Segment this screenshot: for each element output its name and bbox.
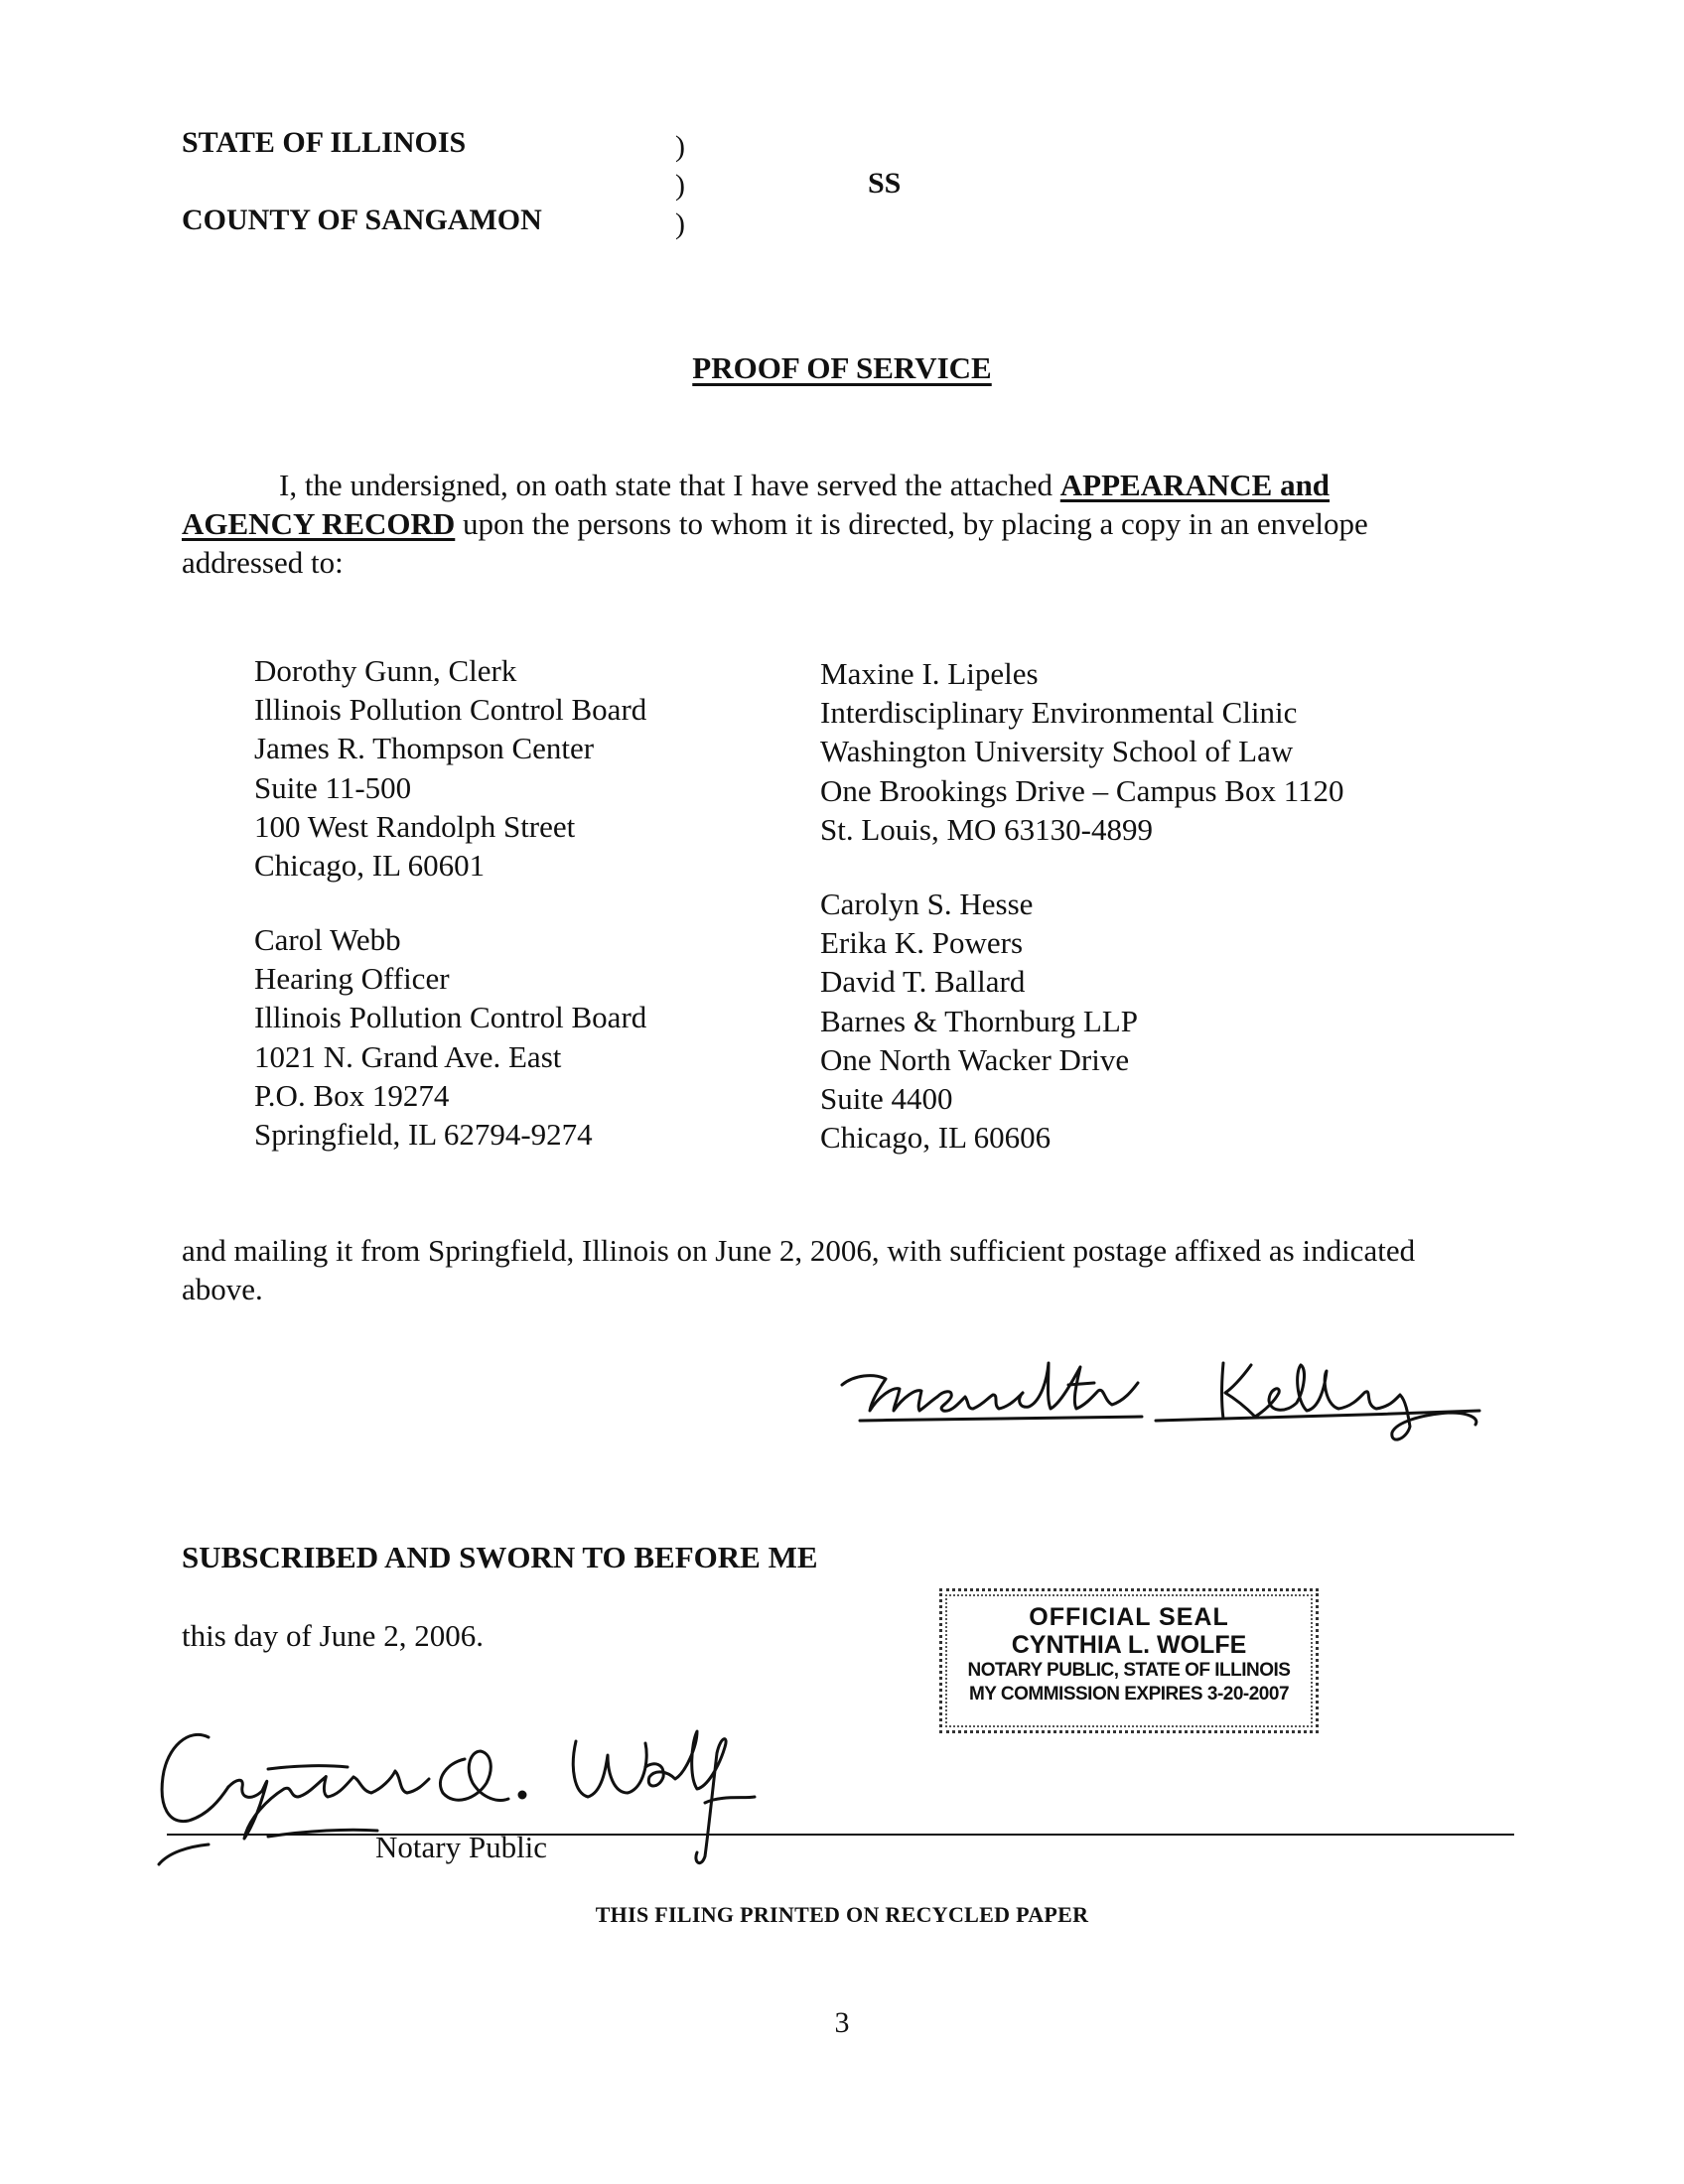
address-line: St. Louis, MO 63130-4899	[820, 811, 1153, 847]
address-line: Dorothy Gunn, Clerk	[254, 653, 517, 688]
notary-signature-line	[167, 1834, 1514, 1836]
signer-signature	[834, 1345, 1509, 1454]
recipient-block-right-1	[820, 654, 1344, 849]
intro-document-1: APPEARANCE and	[1059, 468, 1331, 502]
recipient-block-left-1	[254, 651, 646, 885]
closing-line-2: above.	[182, 1272, 263, 1306]
sworn-date-line: this day of June 2, 2006.	[182, 1618, 484, 1653]
intro-document-2: AGENCY RECORD	[182, 506, 456, 541]
recipient-block-left-2	[254, 920, 646, 1154]
address-line: 100 West Randolph Street	[254, 808, 576, 844]
address-line: Chicago, IL 60601	[254, 847, 486, 883]
recycled-paper-note: THIS FILING PRINTED ON RECYCLED PAPER	[595, 1902, 1089, 1927]
caption-paren-1: )	[675, 130, 685, 163]
page-number: 3	[834, 2006, 850, 2039]
address-line: One North Wacker Drive	[820, 1041, 1130, 1077]
address-line: Carol Webb	[254, 922, 401, 957]
seal-commission-expiry: MY COMMISSION EXPIRES 3-20-2007	[968, 1684, 1290, 1705]
address-line: 1021 N. Grand Ave. East	[254, 1038, 562, 1074]
closing-paragraph	[182, 1231, 1512, 1308]
caption-paren-2: )	[675, 169, 685, 202]
address-line: Hearing Officer	[254, 961, 450, 997]
address-line: Carolyn S. Hesse	[820, 887, 1034, 921]
caption-county: COUNTY OF SANGAMON	[182, 204, 542, 236]
seal-notary-state: NOTARY PUBLIC, STATE OF ILLINOIS	[967, 1660, 1291, 1681]
closing-line-1: and mailing it from Springfield, Illinois on June 2, 2006, with sufficient postage affixed as indicated	[182, 1233, 1416, 1268]
sworn-heading: SUBSCRIBED AND SWORN TO BEFORE ME	[182, 1540, 818, 1574]
address-line: Chicago, IL 60606	[820, 1120, 1052, 1156]
address-line: P.O. Box 19274	[254, 1077, 450, 1113]
address-line: One Brookings Drive – Campus Box 1120	[820, 772, 1344, 808]
address-line: James R. Thompson Center	[254, 731, 595, 766]
address-line: Suite 4400	[820, 1080, 953, 1116]
address-line: Barnes & Thornburg LLP	[820, 1003, 1139, 1038]
official-seal-stamp	[939, 1588, 1319, 1733]
intro-after: upon the persons to whom it is directed, by placing a copy in an envelope	[455, 506, 1368, 541]
caption-ss: SS	[868, 167, 902, 200]
recipient-block-right-2	[820, 885, 1138, 1157]
address-line: Illinois Pollution Control Board	[254, 692, 647, 728]
address-line: Springfield, IL 62794-9274	[254, 1116, 593, 1152]
seal-name: CYNTHIA L. WOLFE	[1011, 1631, 1247, 1659]
address-line: Maxine I. Lipeles	[820, 656, 1039, 691]
intro-paragraph	[182, 466, 1512, 582]
address-line: Washington University School of Law	[820, 734, 1294, 769]
address-line: David T. Ballard	[820, 964, 1026, 1000]
notary-public-label: Notary Public	[375, 1830, 548, 1864]
caption-state: STATE OF ILLINOIS	[182, 126, 467, 159]
document-title: PROOF OF SERVICE	[692, 350, 992, 385]
intro-before: I, the undersigned, on oath state that I have served the attached	[279, 468, 1060, 502]
intro-last: addressed to:	[182, 545, 344, 580]
address-line: Illinois Pollution Control Board	[254, 1000, 647, 1035]
seal-title: OFFICIAL SEAL	[1029, 1603, 1229, 1631]
address-line: Suite 11-500	[254, 769, 412, 805]
address-line: Erika K. Powers	[820, 925, 1024, 961]
address-line: Interdisciplinary Environmental Clinic	[820, 695, 1298, 731]
caption-paren-3: )	[675, 207, 685, 240]
